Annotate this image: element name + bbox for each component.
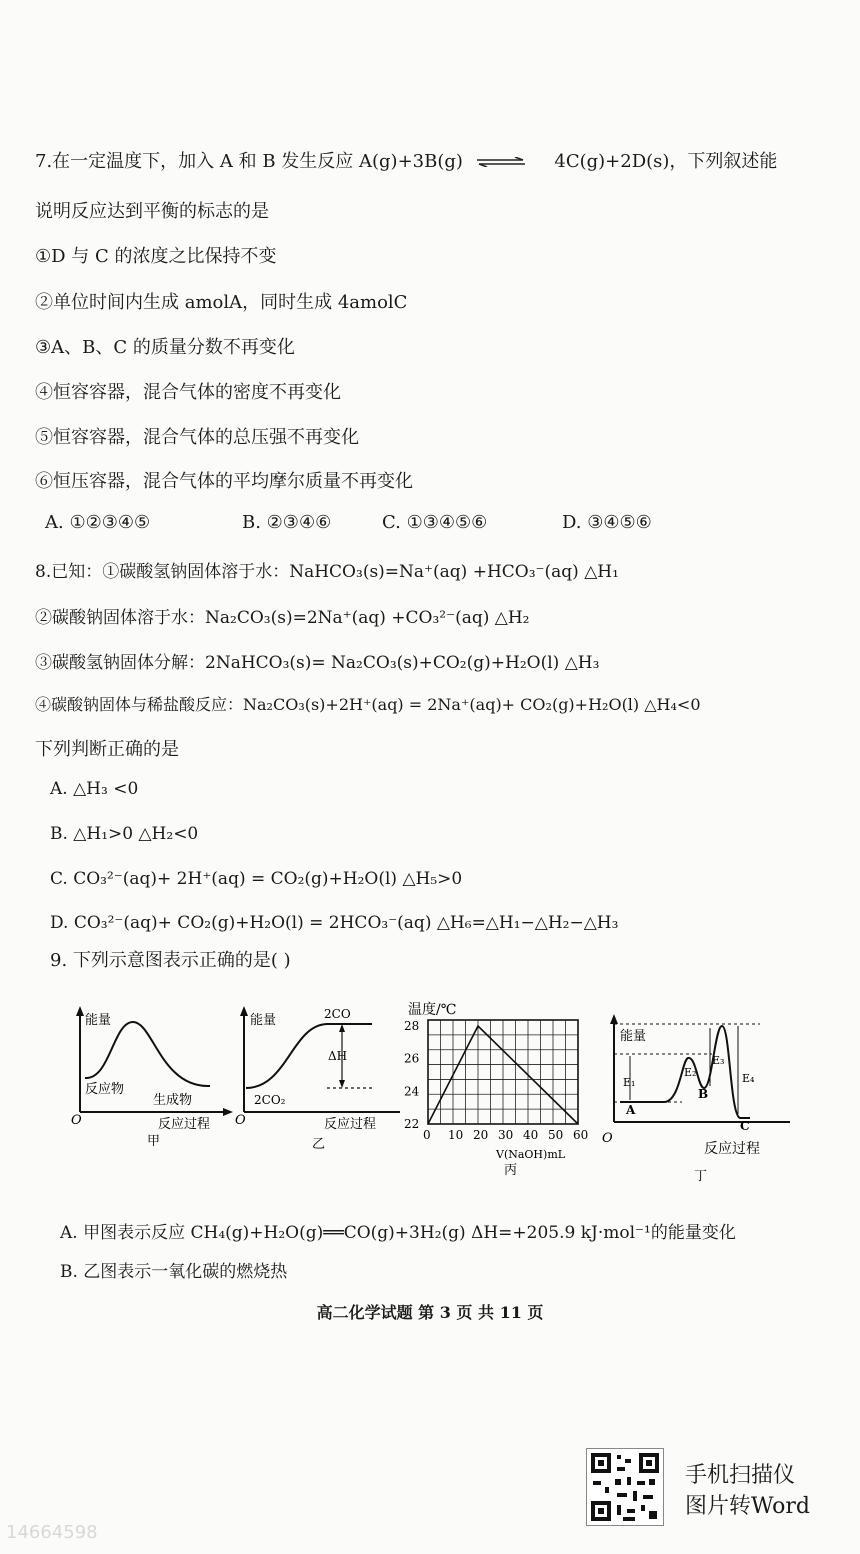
q8-option-c: C. CO₃²⁻(aq)+ 2H⁺(aq) = CO₂(g)+H₂O(l) △H₅>0 xyxy=(50,869,463,889)
q8-line-4: ④碳酸钠固体与稀盐酸反应：Na₂CO₃(s)+2H⁺(aq) = 2Na⁺(aq)+ CO₂(g)+H₂O(l) △H₄<0 xyxy=(35,695,701,714)
bing-y-tick-label: 24 xyxy=(404,1084,420,1099)
yi-origin: O xyxy=(235,1113,246,1128)
bing-x-tick-label: 10 xyxy=(448,1128,464,1142)
q8-line-2: ②碳酸钠固体溶于水：Na₂CO₃(s)=2Na⁺(aq) +CO₃²⁻(aq) △H₂ xyxy=(35,608,530,628)
watermark: 14664598 xyxy=(6,1522,98,1543)
jia-product: 生成物 xyxy=(153,1093,193,1108)
qr-caption-1: 手机扫描仪 xyxy=(685,1463,796,1488)
ding-e3: E₃ xyxy=(712,1054,725,1067)
figure-ding xyxy=(600,1010,795,1185)
yi-bottom: 2CO₂ xyxy=(254,1093,286,1107)
q7-item-5: ⑤恒容容器，混合气体的总压强不再变化 xyxy=(35,427,359,448)
q7-stem xyxy=(35,147,777,173)
q9-option-a: A. 甲图表示反应 CH₄(g)+H₂O(g)══CO(g)+3H₂(g) ΔH=+205.9 kJ·mol⁻¹的能量变化 xyxy=(60,1223,736,1243)
q7-option-c: C. ①③④⑤⑥ xyxy=(382,512,488,533)
yi-caption: 乙 xyxy=(312,1137,326,1152)
equilibrium-arrow-icon xyxy=(475,157,527,167)
q8-line-1: 8.已知：①碳酸氢钠固体溶于水：NaHCO₃(s)=Na⁺(aq) +HCO₃⁻(aq) △H₁ xyxy=(35,562,619,582)
yi-ylabel: 能量 xyxy=(250,1013,277,1028)
q8-line-5: 下列判断正确的是 xyxy=(35,739,179,760)
ding-ylabel: 能量 xyxy=(620,1029,647,1044)
ding-c: C xyxy=(740,1119,750,1133)
q8-option-d: D. CO₃²⁻(aq)+ CO₂(g)+H₂O(l) = 2HCO₃⁻(aq) △H₆=△H₁−△H₂−△H₃ xyxy=(50,913,619,933)
figure-jia xyxy=(65,1000,235,1155)
ding-e4: E₄ xyxy=(742,1072,755,1085)
figure-bing-chart xyxy=(398,996,598,1181)
bing-xlabel: V(NaOH)mL xyxy=(496,1148,566,1161)
q8-line-3: ③碳酸氢钠固体分解：2NaHCO₃(s)= Na₂CO₃(s)+CO₂(g)+H₂O(l) △H₃ xyxy=(35,653,600,673)
yi-xlabel: 反应过程 xyxy=(324,1117,377,1132)
bing-ylabel: 温度/℃ xyxy=(408,1002,457,1018)
ding-b: B xyxy=(698,1087,709,1101)
figure-yi xyxy=(232,1000,404,1155)
qr-code-icon xyxy=(586,1448,664,1526)
q7-stem-b: 4C(g)+2D(s)，下列叙述能 xyxy=(554,151,778,172)
bing-x-tick-label: 20 xyxy=(473,1128,489,1142)
jia-caption: 甲 xyxy=(147,1134,161,1149)
yi-top: 2CO xyxy=(324,1007,351,1021)
q9-option-b: B. 乙图表示一氧化碳的燃烧热 xyxy=(60,1262,288,1282)
bing-y-tick-label: 22 xyxy=(404,1117,420,1131)
bing-x-tick-label: 60 xyxy=(573,1128,589,1142)
q9-stem: 9. 下列示意图表示正确的是( ) xyxy=(50,950,291,971)
bing-x-tick-label: 50 xyxy=(548,1128,564,1142)
qr-caption-2: 图片转Word xyxy=(685,1494,810,1519)
yi-dh: ΔH xyxy=(328,1049,348,1063)
q7-option-b: B. ②③④⑥ xyxy=(242,512,332,533)
ding-e1: E₁ xyxy=(623,1076,636,1089)
ding-origin: O xyxy=(602,1131,613,1146)
bing-x-tick-label: 30 xyxy=(498,1128,514,1142)
bing-grid xyxy=(428,1020,578,1124)
q7-stem-a: 7.在一定温度下，加入 A 和 B 发生反应 A(g)+3B(g) xyxy=(35,151,463,172)
q7-item-2: ②单位时间内生成 amolA，同时生成 4amolC xyxy=(35,292,408,313)
jia-xlabel: 反应过程 xyxy=(158,1117,211,1132)
jia-ylabel: 能量 xyxy=(85,1013,112,1028)
bing-x-tick-label: 0 xyxy=(423,1128,431,1142)
bing-y-tick-label: 28 xyxy=(404,1019,420,1033)
q8-option-b: B. △H₁>0 △H₂<0 xyxy=(50,824,199,844)
ding-e2: E₂ xyxy=(684,1066,697,1079)
ding-a: A xyxy=(626,1103,636,1117)
page-footer: 高二化学试题 第 3 页 共 11 页 xyxy=(316,1303,544,1322)
q7-item-3: ③A、B、C 的质量分数不再变化 xyxy=(35,337,295,358)
q8-option-a: A. △H₃ <0 xyxy=(50,779,139,799)
q7-option-d: D. ③④⑤⑥ xyxy=(562,512,652,533)
q7-item-4: ④恒容容器，混合气体的密度不再变化 xyxy=(35,382,341,403)
bing-x-tick-label: 40 xyxy=(523,1128,539,1142)
q7-item-6: ⑥恒压容器，混合气体的平均摩尔质量不再变化 xyxy=(35,471,413,492)
jia-origin: O xyxy=(71,1113,82,1128)
bing-caption: 丙 xyxy=(504,1163,518,1178)
jia-reactant: 反应物 xyxy=(85,1082,125,1097)
q7-stem2: 说明反应达到平衡的标志的是 xyxy=(35,201,269,222)
bing-y-tick-label: 26 xyxy=(404,1051,420,1066)
q7-item-1: ①D 与 C 的浓度之比保持不变 xyxy=(35,246,277,267)
ding-caption: 丁 xyxy=(694,1169,708,1184)
ding-xlabel: 反应过程 xyxy=(704,1141,760,1157)
q7-option-a: A. ①②③④⑤ xyxy=(45,512,151,533)
